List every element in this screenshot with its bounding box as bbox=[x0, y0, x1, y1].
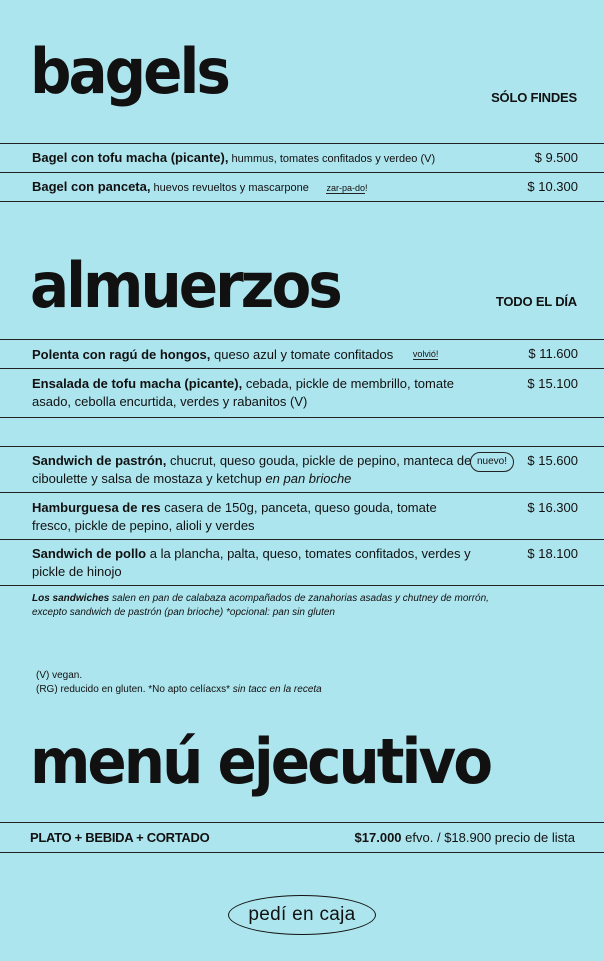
menu-item-hamburguesa bbox=[32, 499, 578, 535]
pedi-en-caja-text: pedí en caja bbox=[248, 904, 356, 925]
sandwich-note-bold: Los sandwiches bbox=[32, 593, 110, 604]
item-desc: queso azul y tomate confitados bbox=[210, 347, 394, 362]
item-price: $ 10.300 bbox=[527, 179, 578, 194]
pedi-en-caja-badge bbox=[228, 895, 376, 935]
item-price: $ 11.600 bbox=[528, 346, 578, 361]
item-desc: chucrut, queso gouda, pickle de pepino, manteca de ciboulette y salsa de mostaza y ketchup bbox=[32, 453, 472, 486]
item-price: $ 15.600 bbox=[527, 453, 578, 468]
ejecutivo-price-cash-label: efvo. bbox=[401, 830, 434, 845]
divider bbox=[0, 446, 604, 447]
menu-item-sandwich-pollo bbox=[32, 545, 578, 581]
legend-gluten-text: (RG) reducido en gluten. *No apto celíacxs* bbox=[36, 684, 230, 695]
ejecutivo-prices bbox=[355, 830, 575, 845]
item-desc-italic: en pan brioche bbox=[265, 471, 352, 486]
item-desc: huevos revueltos y mascarpone bbox=[150, 182, 309, 194]
legend-vegan: (V) vegan. bbox=[36, 670, 83, 681]
item-desc: a la plancha, palta, queso, tomates confitados, verdes y pickle de hinojo bbox=[32, 546, 471, 579]
divider bbox=[0, 585, 604, 586]
item-price: $ 15.100 bbox=[527, 376, 578, 391]
divider bbox=[0, 368, 604, 369]
ejecutivo-combo: PLATO + BEBIDA + CORTADO bbox=[30, 830, 210, 845]
item-name: Bagel con tofu macha (picante), bbox=[32, 150, 229, 165]
item-name: Sandwich de pollo bbox=[32, 546, 147, 561]
item-name: Bagel con panceta, bbox=[32, 179, 151, 194]
section-title-almuerzos: almuerzos bbox=[30, 248, 340, 323]
divider bbox=[0, 339, 604, 340]
ejecutivo-price-list: $18.900 precio de lista bbox=[444, 830, 575, 845]
item-name: Sandwich de pastrón, bbox=[32, 453, 167, 468]
tag-zarpado: zar-pa-do bbox=[326, 183, 366, 193]
item-name: Ensalada de tofu macha (picante), bbox=[32, 376, 243, 391]
section-title-bagels: bagels bbox=[30, 34, 228, 109]
divider bbox=[0, 822, 604, 823]
item-price: $ 9.500 bbox=[534, 150, 578, 165]
menu-item-bagel-panceta bbox=[32, 178, 578, 197]
menu-item-bagel-tofu bbox=[32, 149, 578, 168]
section-title-ejecutivo: menú ejecutivo bbox=[30, 724, 491, 799]
divider bbox=[0, 143, 604, 144]
item-name: Hamburguesa de res bbox=[32, 500, 161, 515]
legend-gluten-italic: sin tacc en la receta bbox=[230, 684, 322, 695]
item-name: Polenta con ragú de hongos, bbox=[32, 347, 211, 362]
ejecutivo-row bbox=[30, 830, 575, 845]
item-desc: casera de 150g, panceta, queso gouda, tomate fresco, pickle de pepino, alioli y verdes bbox=[32, 500, 437, 533]
ejecutivo-price-cash: $17.000 bbox=[354, 830, 402, 845]
menu-item-ensalada bbox=[32, 375, 578, 411]
tag-nuevo: nuevo! bbox=[470, 452, 514, 472]
divider bbox=[0, 172, 604, 173]
menu-item-polenta bbox=[32, 345, 578, 364]
sandwich-note bbox=[32, 592, 512, 620]
tag-suffix: ! bbox=[365, 183, 368, 193]
sandwich-note-text: salen en pan de calabaza acompañados de zanahorias asadas y chutney de morrón, excepto sandwich de pastrón (pan brioche) *opcional: pan sin gluten bbox=[32, 593, 489, 618]
item-price: $ 18.100 bbox=[527, 546, 578, 561]
divider bbox=[0, 417, 604, 418]
divider bbox=[0, 492, 604, 493]
item-desc: hummus, tomates confitados y verdeo (V) bbox=[228, 153, 436, 165]
section-note-almuerzos: TODO EL DÍA bbox=[495, 294, 577, 309]
divider bbox=[0, 539, 604, 540]
tag-volvio: volvió! bbox=[412, 349, 439, 359]
item-price: $ 16.300 bbox=[527, 500, 578, 515]
price-separator: / bbox=[433, 830, 445, 845]
divider bbox=[0, 201, 604, 202]
menu-item-sandwich-pastron bbox=[32, 452, 578, 488]
legend-gluten bbox=[36, 683, 322, 697]
divider bbox=[0, 852, 604, 853]
item-desc: cebada, pickle de membrillo, tomate asado, cebolla encurtida, verdes y rabanitos (V) bbox=[32, 376, 454, 409]
section-note-bagels: SÓLO FINDES bbox=[491, 90, 577, 105]
